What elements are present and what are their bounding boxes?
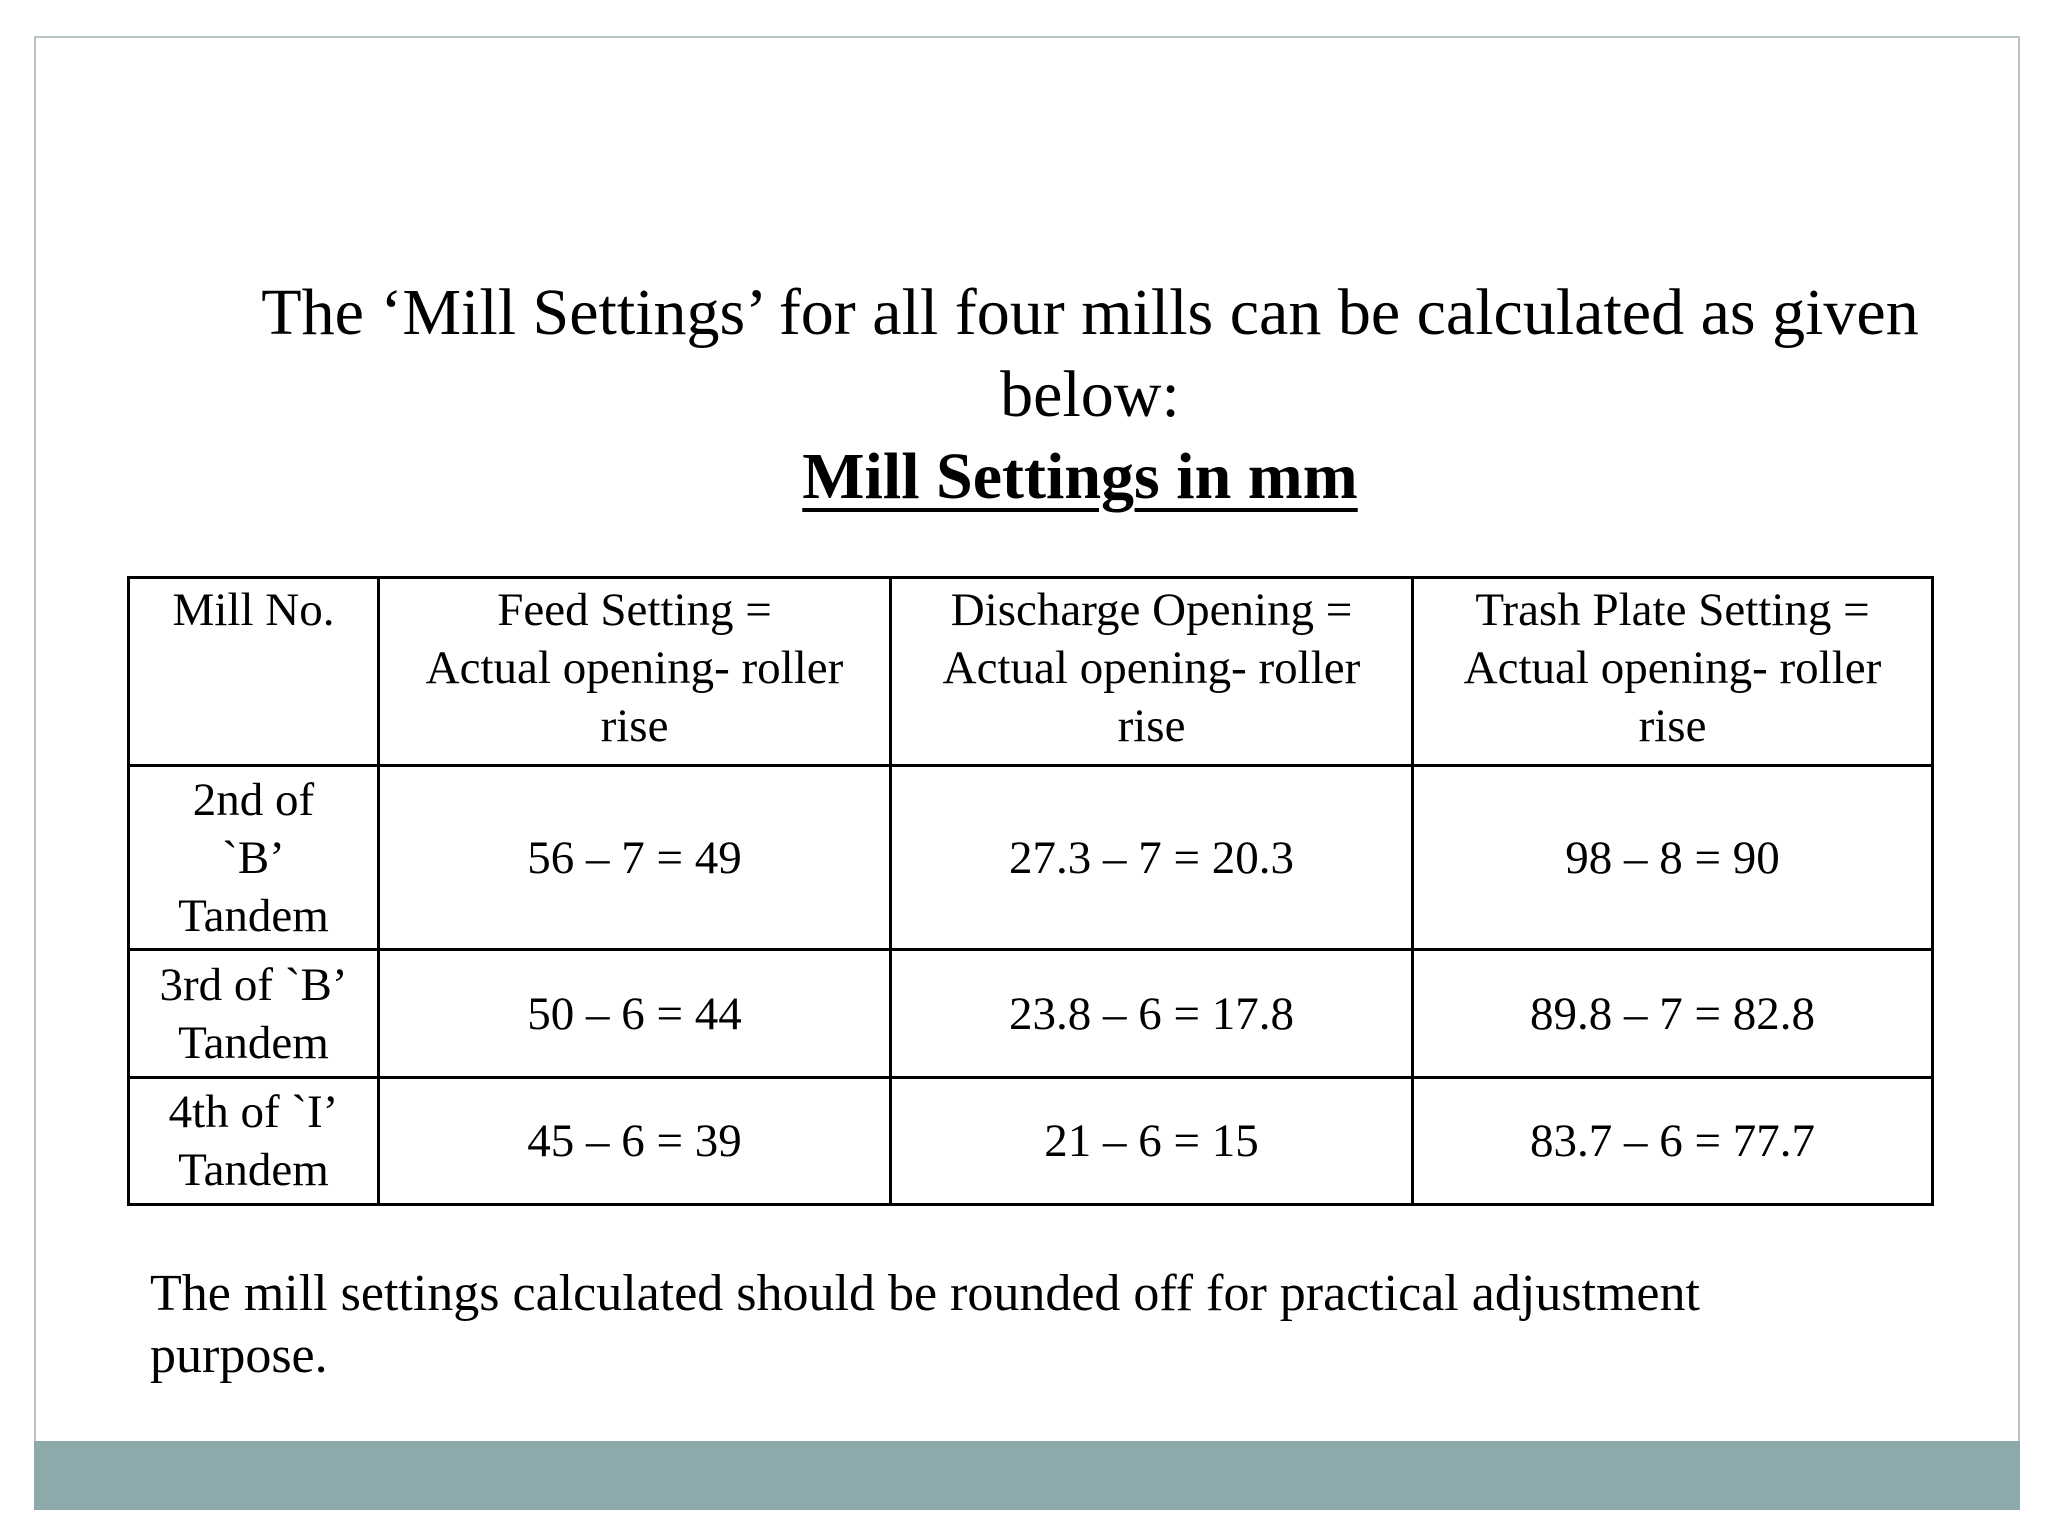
table-header-row <box>129 578 1933 766</box>
intro-heading-line-1: The ‘Mill Settings’ for all four mills can be calculated as given <box>261 276 1919 349</box>
cell-mill-no <box>129 950 379 1078</box>
header-discharge-opening <box>891 578 1413 766</box>
cell-feed-setting: 56 – 7 = 49 <box>379 766 891 950</box>
footer-note <box>150 1263 1910 1387</box>
footer-note-line-2: purpose. <box>150 1327 328 1384</box>
header-discharge-line-3: rise <box>1117 700 1186 752</box>
cell-discharge-opening: 21 – 6 = 15 <box>891 1078 1413 1205</box>
header-feed-line-3: rise <box>600 700 669 752</box>
mill-no-line: 3rd of `B’ <box>159 958 348 1011</box>
cell-mill-no <box>129 1078 379 1205</box>
header-trash-line-1: Trash Plate Setting = <box>1475 584 1870 636</box>
table-title: Mill Settings in mm <box>802 440 1358 513</box>
cell-mill-no <box>129 766 379 950</box>
mill-no-line: `B’ <box>222 831 285 884</box>
header-discharge-line-2: Actual opening- roller <box>942 642 1361 694</box>
header-trash-line-2: Actual opening- roller <box>1463 642 1882 694</box>
header-discharge-line-1: Discharge Opening = <box>950 584 1353 636</box>
header-trash-line-3: rise <box>1638 700 1707 752</box>
cell-feed-setting: 45 – 6 = 39 <box>379 1078 891 1205</box>
mill-no-line: Tandem <box>178 1016 329 1069</box>
table-row <box>129 1078 1933 1205</box>
mill-settings-table <box>127 576 1934 1206</box>
mill-no-line: Tandem <box>178 889 329 942</box>
mill-no-line: Tandem <box>178 1144 329 1196</box>
cell-trash-plate-setting: 83.7 – 6 = 77.7 <box>1413 1078 1933 1205</box>
header-mill-no-line: Mill No. <box>172 584 335 636</box>
intro-heading-line-2: below: <box>1000 358 1180 431</box>
table-row <box>129 766 1933 950</box>
cell-trash-plate-setting: 89.8 – 7 = 82.8 <box>1413 950 1933 1078</box>
cell-discharge-opening: 27.3 – 7 = 20.3 <box>891 766 1413 950</box>
header-mill-no <box>129 578 379 766</box>
mill-no-line: 4th of `I’ <box>168 1086 339 1138</box>
header-trash-plate-setting <box>1413 578 1933 766</box>
footer-note-line-1: The mill settings calculated should be rounded off for practical adjustment <box>150 1265 1700 1322</box>
cell-feed-setting: 50 – 6 = 44 <box>379 950 891 1078</box>
header-feed-line-2: Actual opening- roller <box>425 642 844 694</box>
cell-discharge-opening: 23.8 – 6 = 17.8 <box>891 950 1413 1078</box>
header-feed-setting <box>379 578 891 766</box>
slide-bottom-band <box>34 1441 2020 1510</box>
header-feed-line-1: Feed Setting = <box>497 584 772 636</box>
mill-no-line: 2nd of <box>192 773 315 826</box>
table-row <box>129 950 1933 1078</box>
cell-trash-plate-setting: 98 – 8 = 90 <box>1413 766 1933 950</box>
